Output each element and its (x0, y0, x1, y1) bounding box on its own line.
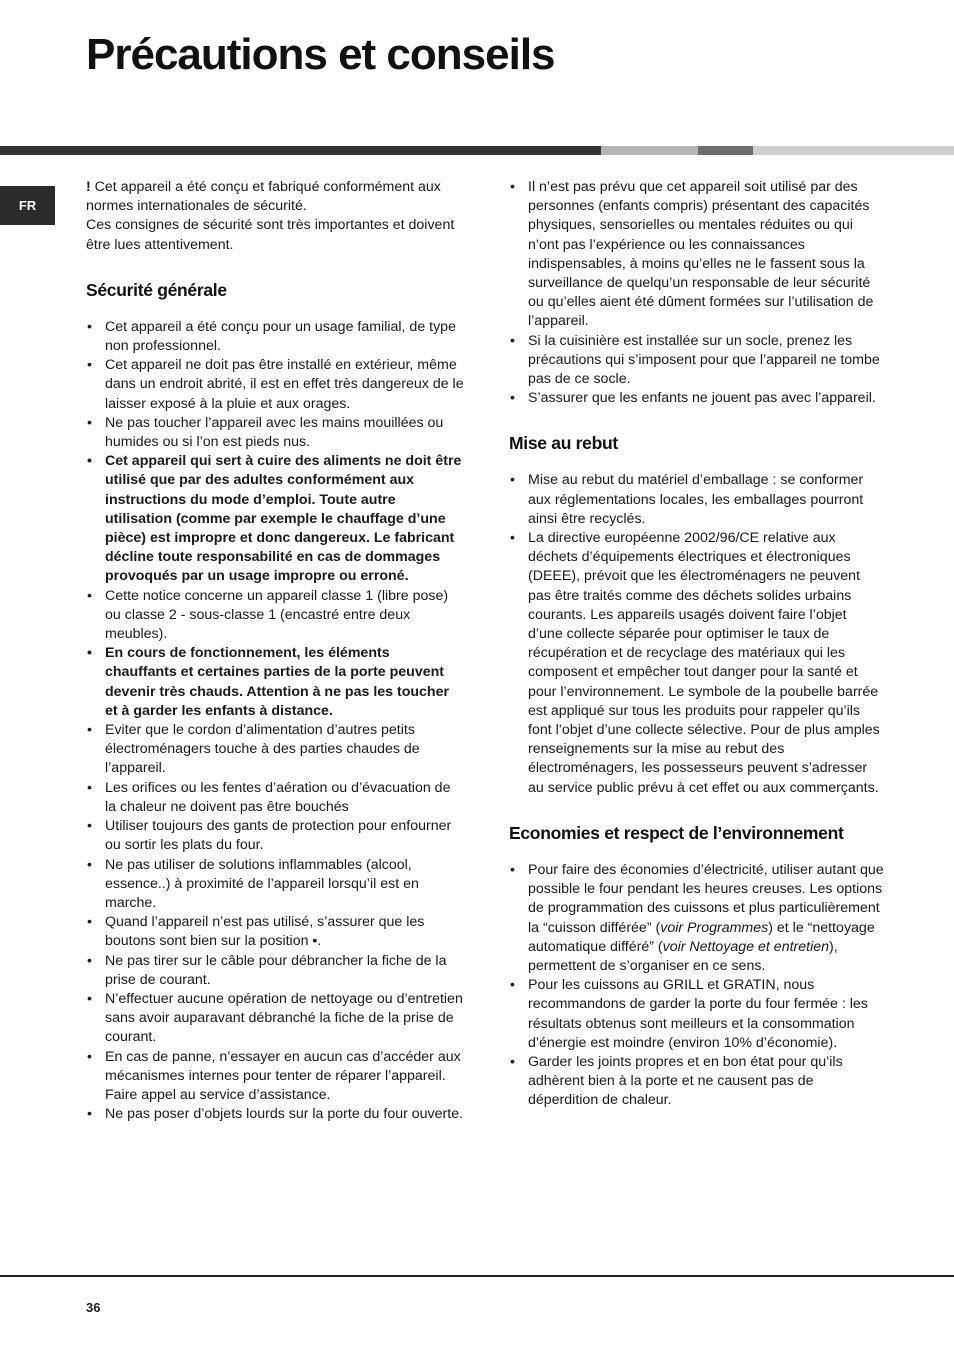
general-safety-list (86, 318, 464, 1125)
list-item: • Eviter que le cordon d’alimentation d’autres petits électroménagers touche à des parties chaudes de l’appareil. (86, 721, 464, 779)
economy-list (509, 861, 885, 1111)
list-item: • Si la cuisinière est installée sur un socle, prenez les précautions qui s’imposent pour que l’appareil ne tombe pas de ce socle. (509, 332, 885, 390)
disposal-heading: Mise au rebut (509, 433, 618, 454)
intro-text-1: Cet appareil a été conçu et fabriqué conformément aux normes internationales de sécurité. (86, 179, 441, 215)
footer-rule (0, 1275, 954, 1277)
page-number: 36 (86, 1300, 101, 1315)
cross-reference-programmes: voir Programmes (660, 919, 769, 936)
list-item: • Ne pas toucher l’appareil avec les mains mouillées ou humides ou si l’on est pieds nus. (86, 414, 464, 452)
warning-mark: ! (86, 179, 91, 195)
list-item: • Ne pas tirer sur le câble pour débrancher la fiche de la prise de courant. (86, 952, 464, 990)
list-item: • Ne pas utiliser de solutions inflammables (alcool, essence..) à proximité de l’appareil lorsqu’il est en marche. (86, 856, 464, 914)
list-item: • Cette notice concerne un appareil classe 1 (libre pose) ou classe 2 - sous-classe 1 (encastré entre deux meubles). (86, 587, 464, 645)
intro-line-1 (86, 178, 464, 216)
list-item: • Mise au rebut du matériel d’emballage : se conformer aux réglementations locales, les emballages pourront ainsi être recyclés. (509, 471, 885, 529)
general-safety-heading: Sécurité générale (86, 279, 227, 300)
list-item: • Garder les joints propres et en bon état pour qu’ils adhèrent bien à la porte et ne causent pas de déperdition de chaleur. (509, 1053, 885, 1111)
list-item: • Utiliser toujours des gants de protection pour enfourner ou sortir les plats du four. (86, 817, 464, 855)
list-item: • S’assurer que les enfants ne jouent pas avec l’appareil. (509, 389, 885, 408)
page-title: Précautions et conseils (86, 30, 555, 79)
list-item: • Il n’est pas prévu que cet appareil soit utilisé par des personnes (enfants compris) présentant des capacités physiques, sensorielles ou mentales réduites ou qui n’ont pas l’expérience ou les connaissances indispensables, à moins qu’elles ne le fassent sous la surveillance de quelqu’un responsable de leur sécurité ou qu’elles aient été dûment formées sur l’utilisation de l’appareil. (509, 178, 885, 332)
header-bar-pale (753, 146, 954, 155)
list-item: • La directive européenne 2002/96/CE relative aux déchets d’équipements électriques et électroniques (DEEE), prévoit que les électroménagers ne peuvent pas être traités comme des déchets solides urbains courants. Les appareils usagés doivent faire l’objet d’une collecte séparée pour optimiser le taux de récupération et de recyclage des matériaux qui les composent et empêcher tout danger pour la santé et pour l’environnement. Le symbole de la poubelle barrée est appliqué sur tous les produits pour rappeler qu’ils font l’objet d’une collecte sélective. Pour de plus amples renseignements sur la mise au rebut des électroménagers, les possesseurs peuvent s’adresser au service public prévu à cet effet ou aux commerçants. (509, 529, 885, 798)
list-item (509, 861, 885, 976)
list-item-warning: • Cet appareil qui sert à cuire des aliments ne doit être utilisé que par des adultes conformément aux instructions du mode d’emploi. Toute autre utilisation (comme par exemple le chauffage d’une pièce) est impropre et donc dangereux. Le fabricant décline toute responsabilité en cas de dommages provoqués par un usage impropre ou erroné. (86, 452, 464, 586)
economy-heading: Economies et respect de l’environnement (509, 822, 844, 843)
list-item: • Les orifices ou les fentes d’aération ou d’évacuation de la chaleur ne doivent pas être bouchés (86, 779, 464, 817)
header-bar-light (601, 146, 698, 155)
economy-text-1: Pour faire des économies d’électricité, utiliser autant que possible le four pendant les heures creuses. Les options de programmation des cuissons et plus particulièrement la “cuisson différée” ( (528, 861, 884, 936)
continued-safety-list (509, 178, 885, 408)
list-item: • Ne pas poser d’objets lourds sur la porte du four ouverte. (86, 1105, 464, 1124)
right-column (509, 178, 885, 1111)
list-item: • Cet appareil a été conçu pour un usage familial, de type non professionnel. (86, 318, 464, 356)
list-item: • Quand l’appareil n’est pas utilisé, s’assurer que les boutons sont bien sur la position •. (86, 913, 464, 951)
header-bar-mid (698, 146, 753, 155)
intro-text-2: Ces consignes de sécurité sont très importantes et doivent être lues attentivement. (86, 217, 455, 253)
economy-text-3: ), permettent de s’organiser en ce sens. (528, 938, 838, 974)
header-bar-dark (0, 146, 601, 155)
disposal-list (509, 471, 885, 797)
language-tab: FR (0, 186, 55, 225)
list-item-warning: • En cours de fonctionnement, les éléments chauffants et certaines parties de la porte peuvent devenir très chauds. Attention à ne pas les toucher et à garder les enfants à distance. (86, 644, 464, 721)
intro-notice (86, 178, 464, 255)
left-column (86, 178, 464, 1124)
cross-reference-cleaning: voir Nettoyage et entretien (662, 938, 830, 955)
list-item: • N’effectuer aucune opération de nettoyage ou d’entretien sans avoir auparavant débranché la fiche de la prise de courant. (86, 990, 464, 1048)
list-item: • Pour les cuissons au GRILL et GRATIN, nous recommandons de garder la porte du four fermée : les résultats obtenus sont meilleurs et la consommation d’énergie est moindre (environ 10% d’économie). (509, 976, 885, 1053)
list-item: • Cet appareil ne doit pas être installé en extérieur, même dans un endroit abrité, il est en effet très dangereux de le laisser exposé à la pluie et aux orages. (86, 356, 464, 414)
economy-text-2: ) et le “nettoyage automatique différé” ( (528, 919, 875, 955)
list-item: • En cas de panne, n’essayer en aucun cas d’accéder aux mécanismes internes pour tenter de réparer l’appareil. Faire appel au service d’assistance. (86, 1048, 464, 1106)
